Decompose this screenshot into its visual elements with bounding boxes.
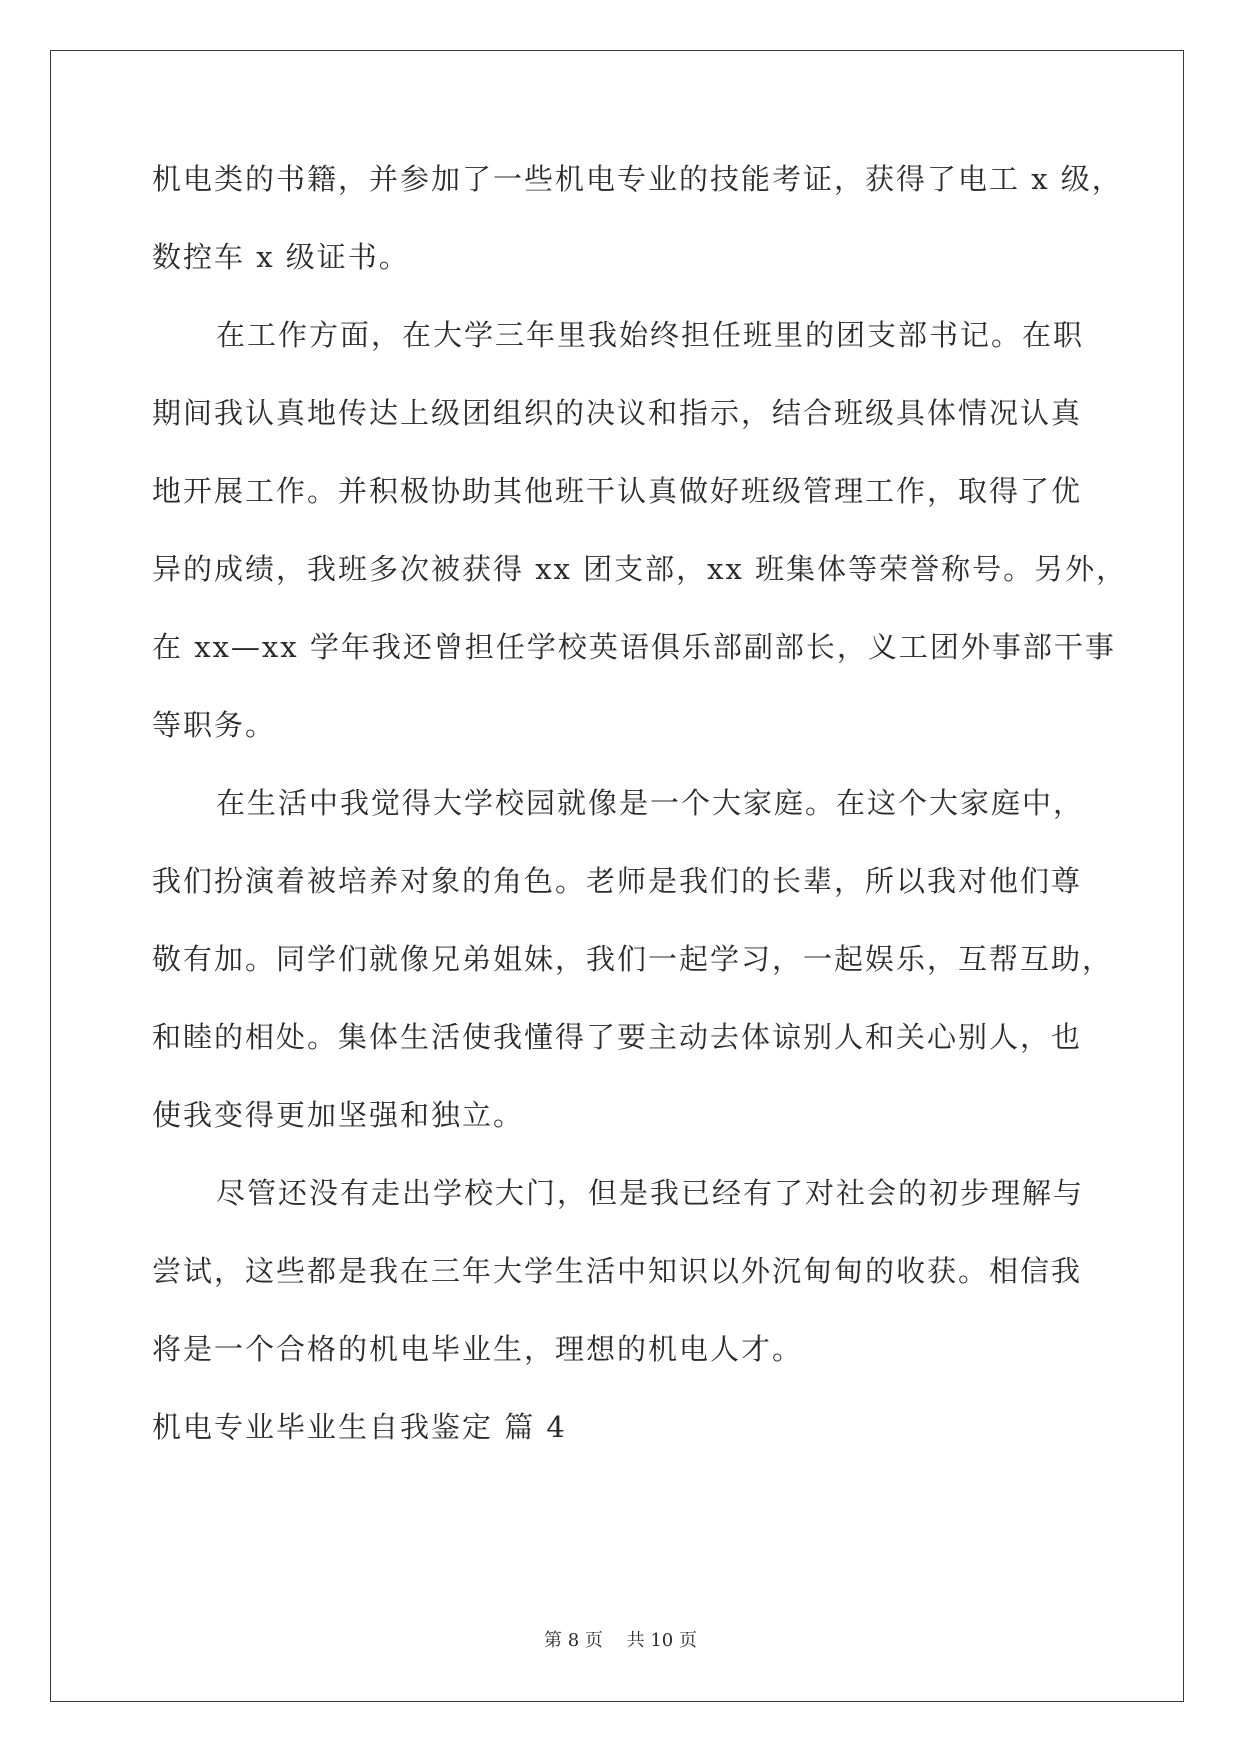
text-line: 使我变得更加坚强和独立。 — [152, 1098, 525, 1132]
text-line: 数控车 x 级证书。 — [152, 240, 410, 274]
text-line: 期间我认真地传达上级团组织的决议和指示，结合班级具体情况认真 — [152, 396, 1083, 430]
text-line: 我们扮演着被培养对象的角色。老师是我们的长辈，所以我对他们尊 — [152, 864, 1083, 898]
text-line: 在 xx—xx 学年我还曾担任学校英语俱乐部副部长，义工团外事部干事 — [152, 630, 1116, 664]
paragraph-start-line: 在工作方面，在大学三年里我始终担任班里的团支部书记。在职 — [216, 318, 1085, 352]
text-line: 尝试，这些都是我在三年大学生活中知识以外沉甸甸的收获。相信我 — [152, 1254, 1083, 1288]
text-line: 敬有加。同学们就像兄弟姐妹，我们一起学习，一起娱乐，互帮互助， — [152, 942, 1114, 976]
text-line: 异的成绩，我班多次被获得 xx 团支部，xx 班集体等荣誉称号。另外， — [152, 552, 1128, 586]
text-line: 机电类的书籍，并参加了一些机电专业的技能考证，获得了电工 x 级， — [152, 162, 1123, 196]
text-line: 等职务。 — [152, 708, 277, 742]
page-footer: 第 8 页 共 10 页 — [544, 1630, 697, 1651]
text-line: 将是一个合格的机电毕业生，理想的机电人才。 — [152, 1332, 804, 1366]
paragraph-start-line: 在生活中我觉得大学校园就像是一个大家庭。在这个大家庭中， — [216, 786, 1085, 820]
paragraph-start-line: 尽管还没有走出学校大门，但是我已经有了对社会的初步理解与 — [216, 1176, 1085, 1210]
section-heading: 机电专业毕业生自我鉴定 篇 4 — [152, 1410, 567, 1444]
text-line: 地开展工作。并积极协助其他班干认真做好班级管理工作，取得了优 — [152, 474, 1083, 508]
document-body — [152, 162, 1128, 1490]
text-line: 和睦的相处。集体生活使我懂得了要主动去体谅别人和关心别人，也 — [152, 1020, 1083, 1054]
